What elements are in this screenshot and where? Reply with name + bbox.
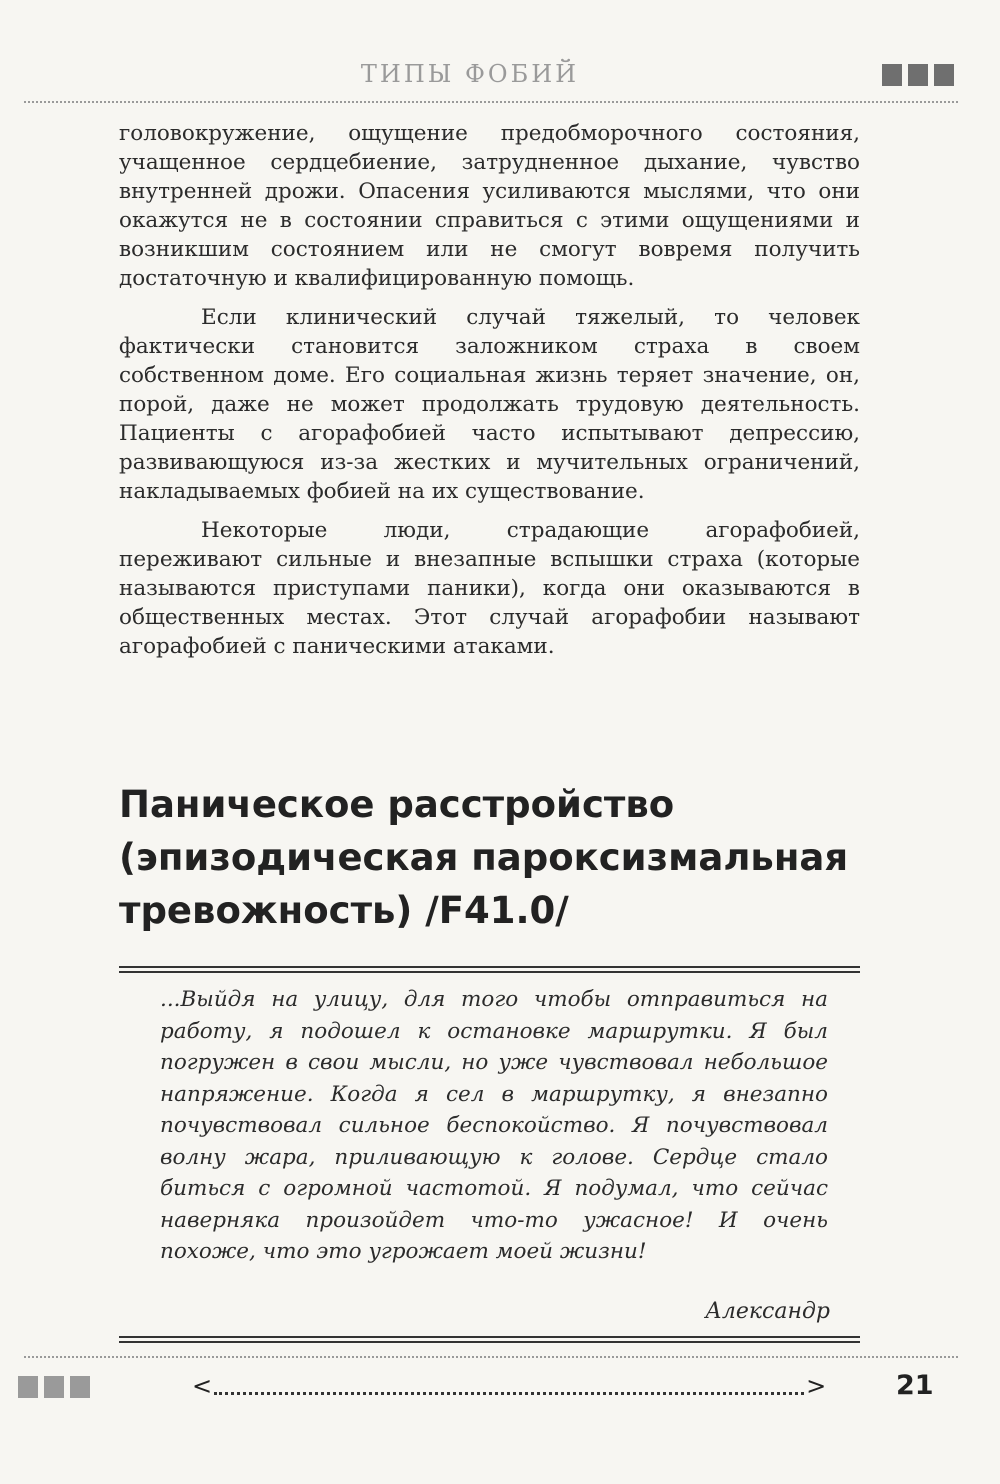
decor-square xyxy=(18,1376,38,1398)
page-number: 21 xyxy=(896,1370,934,1401)
decor-square xyxy=(70,1376,90,1398)
heading-line: (эпизодическая пароксизмальная xyxy=(119,836,849,879)
body-text xyxy=(119,119,860,661)
header-decoration xyxy=(882,64,954,86)
heading-line: тревожность) /F41.0/ xyxy=(119,889,569,932)
quote-bottom-rule xyxy=(119,1336,860,1343)
decor-square xyxy=(44,1376,64,1398)
decor-square xyxy=(882,64,902,86)
paragraph: головокружение, ощущение предобморочного состояния, учащенное сердцебиение, затрудненное дыхание, чувство внутренней дрожи. Опасения усиливаются мыслями, что они окажутся не в состоянии справиться с этими ощущениями и возникшим состоянием или не смогут вовремя получить достаточную и квалифицированную помощь. xyxy=(119,121,860,291)
footer-divider xyxy=(24,1356,958,1358)
section-heading xyxy=(119,778,879,937)
footer-dotted-line xyxy=(214,1392,804,1395)
running-header-title: ТИПЫ ФОБИЙ xyxy=(360,60,580,88)
paragraph: Если клинический случай тяжелый, то человек фактически становится заложником страха в своем собственном доме. Его социальная жизнь теряет значение, он, порой, даже не может продолжать трудовую деятельность. Пациенты с агорафобией часто испытывают депрессию, развивающуюся из-за жестких и мучительных ограничений, накладываемых фобией на их существование. xyxy=(119,305,860,504)
nav-left-glyph: < xyxy=(192,1372,213,1400)
header-divider xyxy=(24,101,958,103)
quote-text: ...Выйдя на улицу, для того чтобы отправиться на работу, я подошел к остановке маршрутки. Я был погружен в свои мысли, но уже чувствовал небольшое напряжение. Когда я сел в маршрутку, я внезапно почувствовал сильное беспокойство. Я почувствовал волну жара, приливающую к голове. Сердце стало биться с огромной частотой. Я подумал, что сейчас наверняка произойдет что-то ужасное! И очень похоже, что это угрожает моей жизни! xyxy=(160,987,828,1264)
nav-right-glyph: > xyxy=(806,1372,827,1400)
footer-nav xyxy=(192,1372,826,1400)
paragraph: Некоторые люди, страдающие агорафобией, переживают сильные и внезапные вспышки страха (которые называются приступами паники), когда они оказываются в общественных местах. Этот случай агорафобии называют агорафобией с паническими атаками. xyxy=(119,518,860,659)
quote-top-rule xyxy=(119,966,860,973)
decor-square xyxy=(908,64,928,86)
footer-decoration xyxy=(18,1376,90,1398)
quote-author: Александр xyxy=(705,1299,830,1324)
heading-line: Паническое расстройство xyxy=(119,783,675,826)
decor-square xyxy=(934,64,954,86)
